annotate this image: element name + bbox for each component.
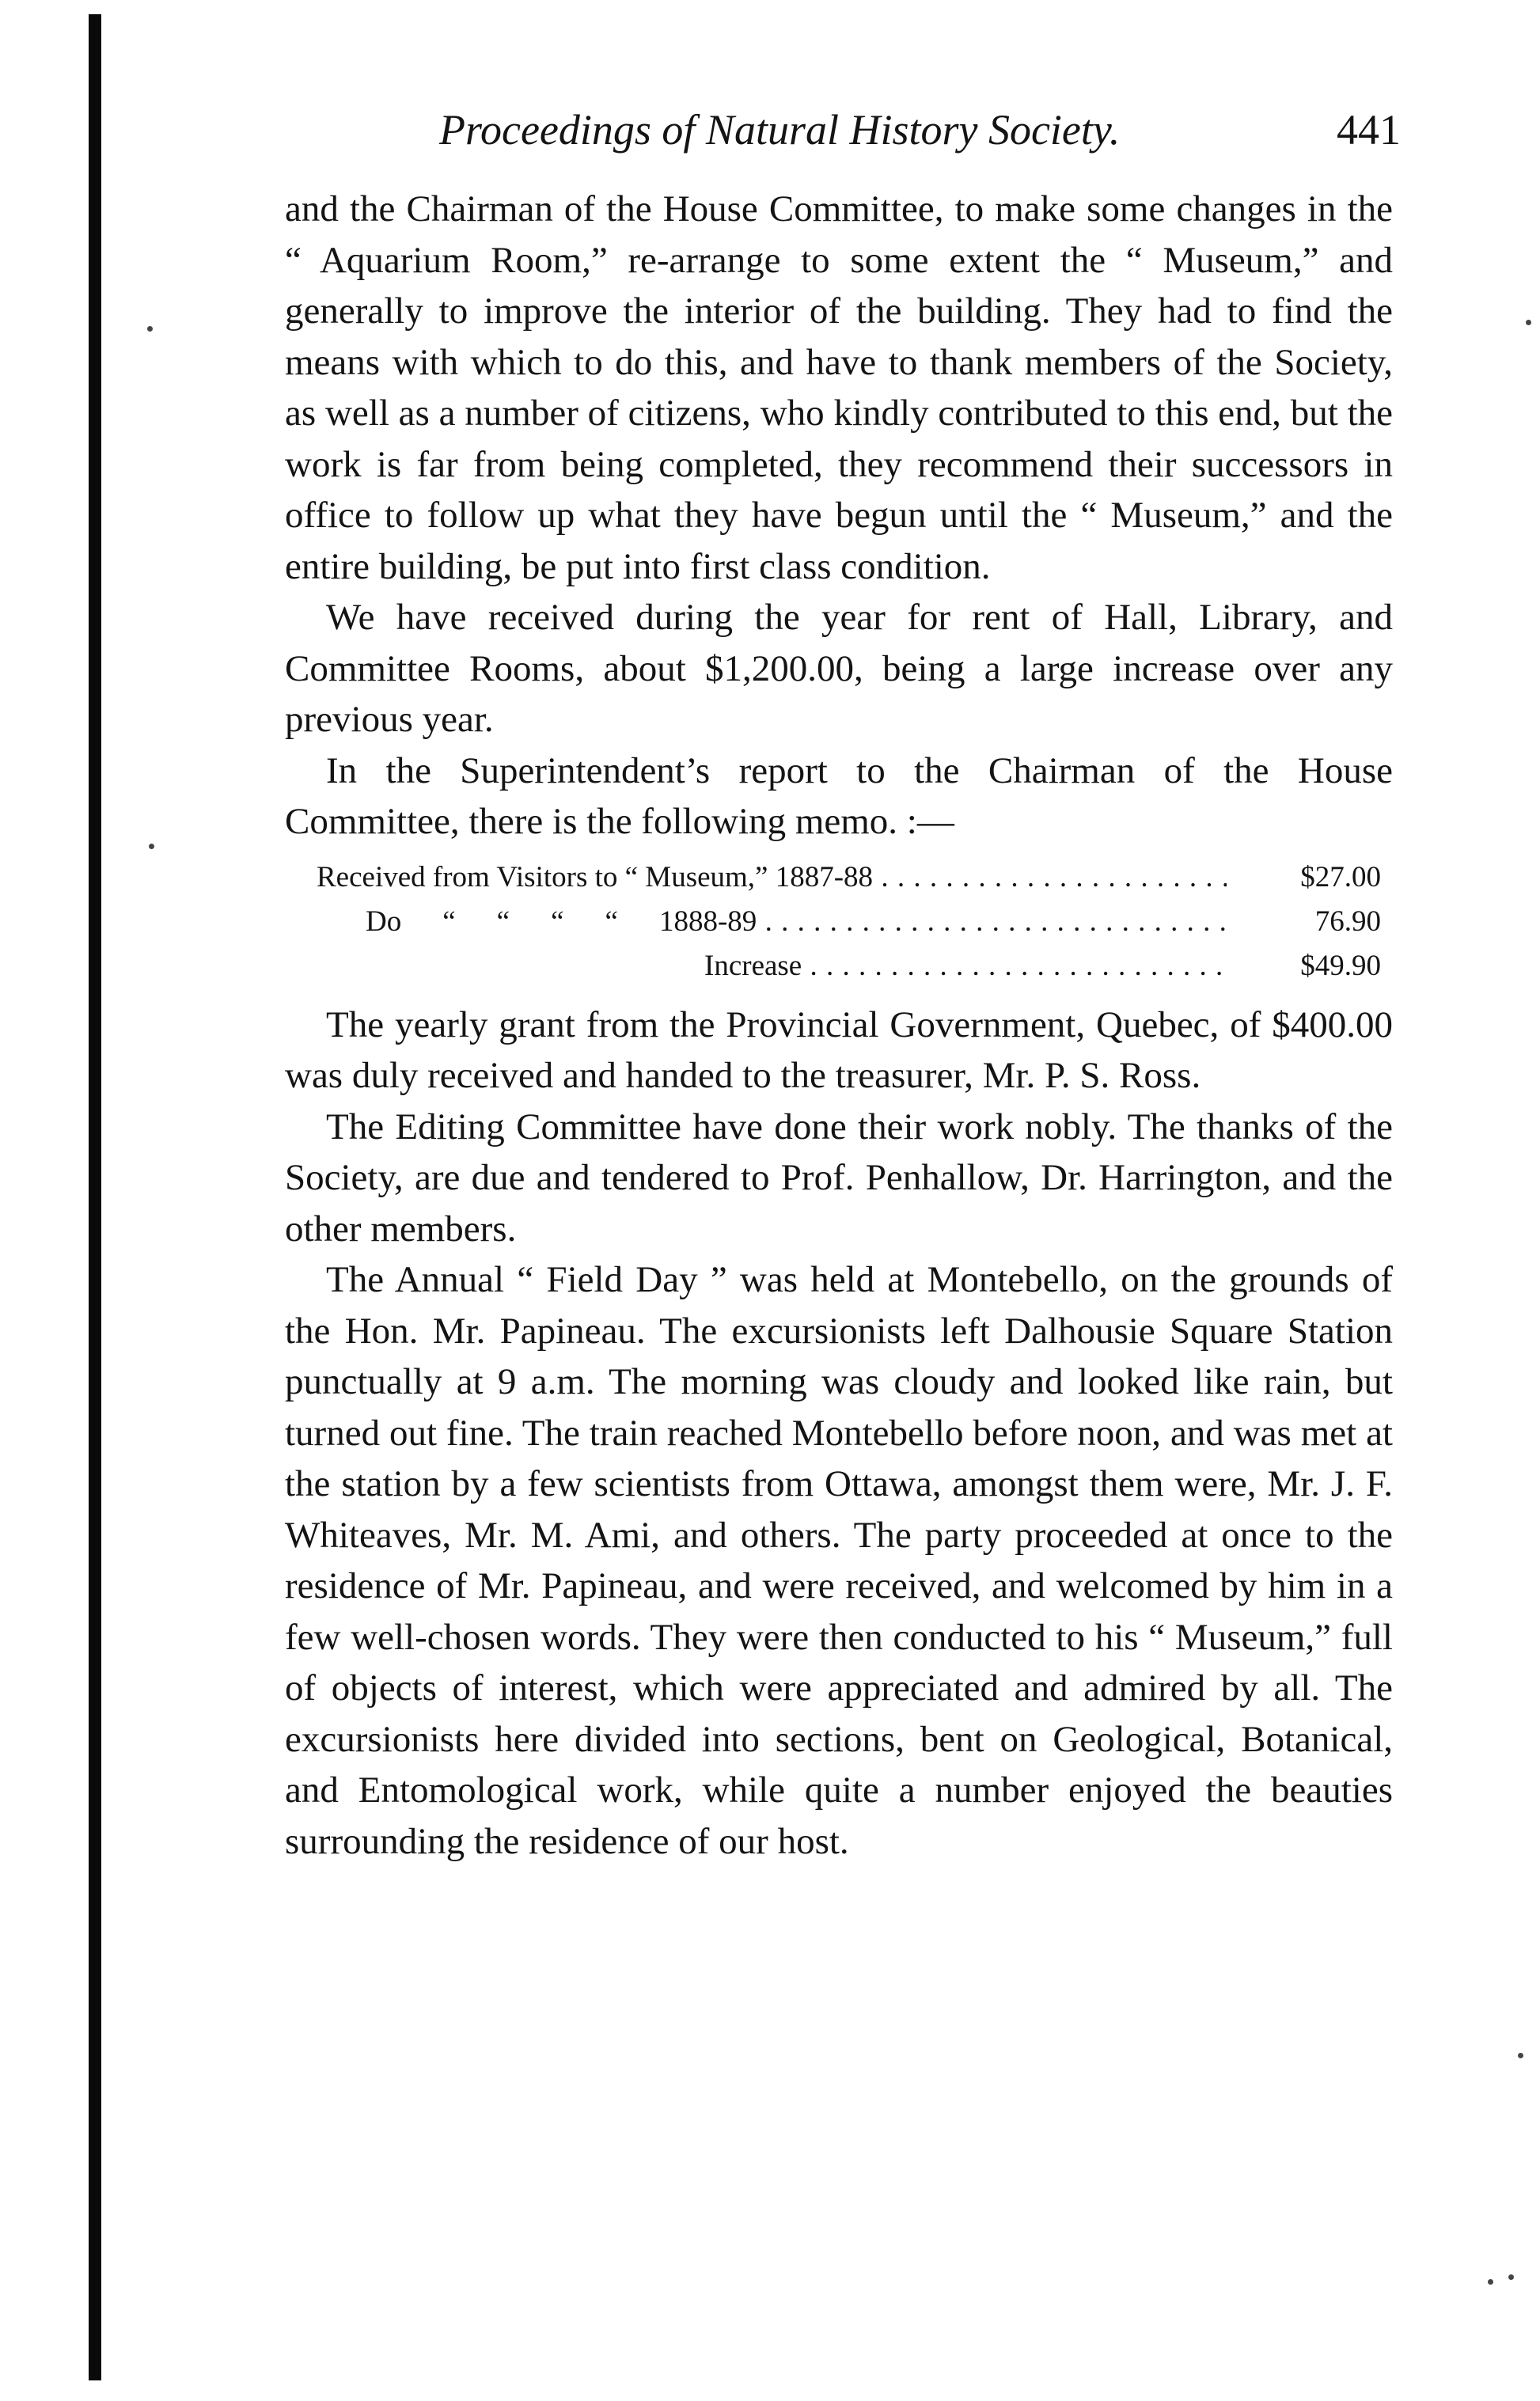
ditto-mark: “ [551, 905, 564, 938]
scan-speck [1488, 2279, 1493, 2285]
scan-speck [1526, 320, 1531, 325]
scan-speck [1518, 2053, 1523, 2058]
scan-edge-bar [89, 14, 101, 2380]
ledger-row-1888-89 [317, 900, 1381, 944]
paragraph-provincial-grant: The yearly grant from the Provincial Government, Quebec, of $400.00 was duly received and handed to the treasurer, Mr. P. S. Ross. [285, 1003, 1393, 1096]
paragraph-rent-income: We have received during the year for rent of Hall, Library, and Committee Rooms, about $1,200.00, being a large increase over any previous year. [285, 597, 1393, 740]
running-head-title: Proceedings of Natural History Society. [439, 106, 1121, 154]
paragraph-superintendent-memo: In the Superintendent’s report to the Chairman of the House Committee, there is the following memo. :— [285, 749, 1393, 842]
scan-speck [147, 326, 153, 332]
ditto-mark: “ [442, 905, 456, 938]
paragraph-field-day: The Annual “ Field Day ” was held at Montebello, on the grounds of the Hon. Mr. Papineau. The excursionists left Dalhousie Square Station punctually at 9 a.m. The morning was cloudy and looked like rain, but turned out fine. The train reached Montebello before noon, and was met at the station by a few scientists from Ottawa, amongst them were, Mr. J. F. Whiteaves, Mr. M. Ami, and others. The party proceeded at once to the residence of Mr. Papineau, and were received, and welcomed by him in a few well-chosen words. They were then conducted to his “ Museum,” full of objects of interest, which were appreciated and admired by all. The excursionists here divided into sections, bent on Geological, Botanical, and Entomological work, while quite a number enjoyed the beauties surrounding the residence of our host. [285, 1259, 1393, 1862]
paragraph-building-improvements: and the Chairman of the House Committee, to make some changes in the “ Aquarium Room,” re-arrange to some extent the “ Museum,” and generally to improve the interior of the building. They had to find the means with which to do this, and have to thank members of the Society, as well as a number of citizens, who kindly contributed to this end, but the work is far from being completed, they recommend their successors in office to follow up what they have begun until the “ Museum,” and the entire building, be put into first class condition. [285, 188, 1393, 587]
ledger-row-increase [317, 944, 1381, 988]
ledger-amount: $27.00 [1300, 860, 1381, 893]
scan-speck [1508, 2274, 1514, 2280]
ledger-label: Increase . . . [317, 944, 1227, 988]
scan-speck [149, 844, 154, 849]
body-text [285, 184, 1393, 1867]
ledger-amount: 76.90 [1314, 905, 1381, 938]
page-number: 441 [1337, 106, 1401, 154]
visitor-receipts-table [317, 855, 1381, 988]
ledger-label: Received from Visitors to “ Museum,” 1887-88 . . . [317, 855, 1227, 900]
running-head [277, 101, 1401, 158]
paragraph-editing-committee: The Editing Committee have done their work nobly. The thanks of the Society, are due and tendered to Prof. Penhallow, Dr. Harrington, and the other members. [285, 1106, 1393, 1250]
ledger-row-1887-88 [317, 855, 1381, 900]
ledger-label: Do “ “ “ “ 1888-89 . . . [317, 900, 1227, 944]
ledger-year: 1888-89 [658, 905, 757, 938]
ditto-mark: “ [496, 905, 510, 938]
ditto-mark: “ [605, 905, 618, 938]
ledger-amount: $49.90 [1300, 949, 1381, 982]
